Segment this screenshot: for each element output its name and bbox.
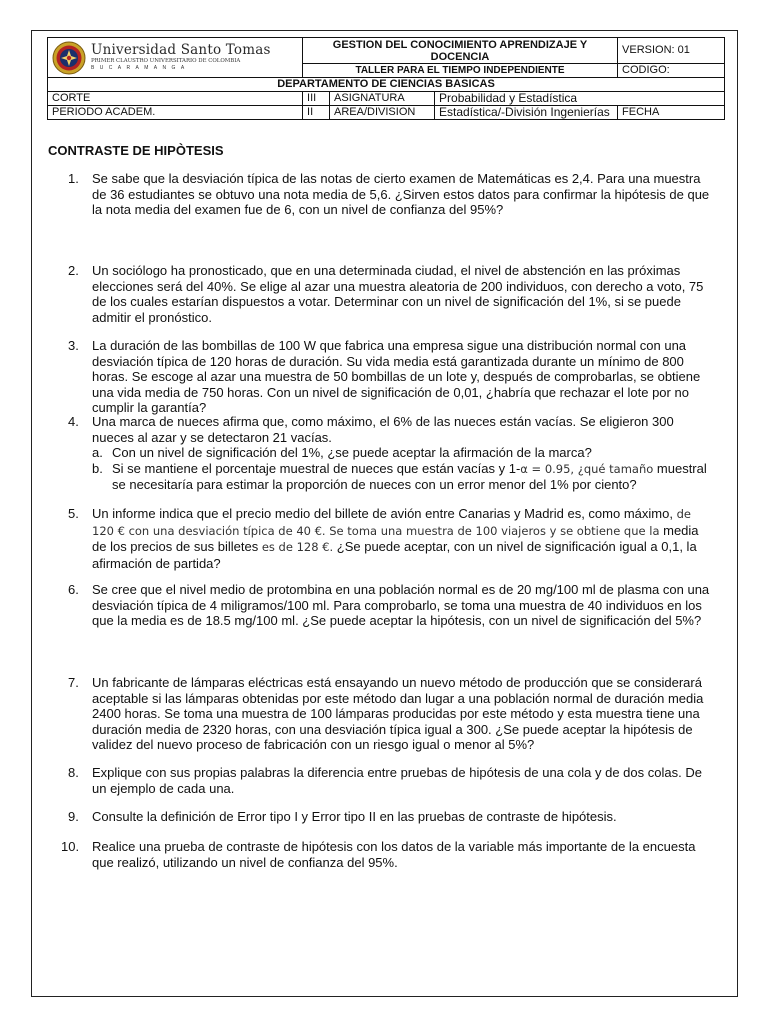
header-table	[47, 37, 725, 120]
exercise-item	[48, 414, 716, 493]
exercise-text-mid: media de los precios de sus billetes	[92, 522, 699, 555]
exercise-number: 5.	[68, 506, 79, 521]
document-title-sub: TALLER PARA EL TIEMPO INDEPENDIENTE	[303, 64, 618, 78]
exercise-item	[48, 839, 716, 870]
fecha-label: FECHA	[618, 106, 725, 120]
exercise-text: Explique con sus propias palabras la diferencia entre pruebas de hipótesis de una cola y de dos colas. De un ejemplo de cada una.	[92, 765, 702, 796]
exercise-item	[48, 506, 716, 571]
exercise-text-mono2: es de 128 €.	[261, 540, 334, 555]
exercise-number: 10.	[61, 839, 80, 854]
page-title: CONTRASTE DE HIPÒTESIS	[48, 143, 224, 158]
sub-question-list	[92, 445, 716, 493]
document-title-main: GESTION DEL CONOCIMIENTO APRENDIZAJE Y DOCENCIA	[303, 38, 618, 64]
document-page	[31, 30, 738, 997]
asignatura-label: ASIGNATURA	[330, 92, 435, 106]
exercise-item	[48, 582, 716, 629]
exercise-text: Un sociólogo ha pronosticado, que en una determinada ciudad, el nivel de abstención en las próximas elecciones será del 40%. Se elige al azar una muestra aleatoria de 200 individuos, con derecho a voto, 75 de los cuales estarían dispuestos a votar. Determinar con un nivel de significación del 1%, si se puede admitir el pronóstico.	[92, 263, 704, 325]
area-value: Estadística/-División Ingenierías	[435, 106, 618, 120]
sub-question-text: Si se mantiene el porcentaje muestral de nueces que están vacías y 1-	[112, 460, 521, 476]
exercise-text: La duración de las bombillas de 100 W que fabrica una empresa sigue una distribución normal con una desviación típica de 120 horas de duración. Su vida media está garantizada durante un mínimo de 800 horas. Se escoge al azar una muestra de 50 bombillas de un lote y, después de comprobarlas, se obtiene una vida media de 750 horas. Con un nivel de significación de 0,01, ¿habría que rechazar el lote por no cumplir la garantía?	[92, 338, 701, 416]
codigo-cell: CODIGO:	[618, 64, 725, 78]
exercise-number: 8.	[68, 765, 79, 780]
department-cell: DEPARTAMENTO DE CIENCIAS BASICAS	[48, 78, 725, 92]
area-label: AREA/DIVISION	[330, 106, 435, 120]
exercise-number: 1.	[68, 171, 79, 186]
sub-question-label: b.	[92, 460, 103, 476]
exercise-text: Un informe indica que el precio medio del billete de avión entre Canarias y Madrid es, como máximo,	[92, 506, 673, 521]
exercise-text: Un fabricante de lámparas eléctricas está ensayando un nuevo método de producción que se considerará aceptable si las lámparas obtenidas por este método dan lugar a una población normal de duración media 2400 horas. Se toma una muestra de 100 lámparas producidas por este método y esta muestra tiene una duración media de 2320 horas, con una desviación típica igual a 300. ¿Se puede aceptar la hipótesis de validez del nuevo proceso de fabricación con un riesgo igual o menor al 5%?	[92, 675, 704, 753]
exercise-text: Consulte la definición de Error tipo I y Error tipo II en las pruebas de contraste de hipótesis.	[92, 809, 617, 824]
exercise-text-post: ¿Se puede aceptar, con un nivel de significación igual a 0,1, la afirmación de partida?	[92, 539, 697, 571]
exercise-number: 7.	[68, 675, 79, 690]
university-city: BUCARAMANGA	[91, 64, 190, 71]
sub-question	[92, 445, 716, 461]
exercise-text: Una marca de nueces afirma que, como máximo, el 6% de las nueces están vacías. Se eligieron 300 nueces al azar y se detectaron 21 vacías.	[92, 414, 674, 445]
exercise-item	[48, 171, 716, 218]
university-name: Universidad Santo Tomas	[91, 42, 271, 59]
exercise-number: 4.	[68, 414, 79, 429]
exercise-item	[48, 675, 716, 753]
sub-question-text-cont: muestral se necesitaría para estimar la proporción de nueces con un error menor del 1% por ciento?	[112, 460, 707, 493]
sub-question-text: Con un nivel de significación del 1%, ¿se puede aceptar la afirmación de la marca?	[112, 445, 592, 461]
exercise-number: 2.	[68, 263, 79, 278]
university-subtitle: PRIMER CLAUSTRO UNIVERSITARIO DE COLOMBIA	[91, 57, 241, 64]
exercise-number: 9.	[68, 809, 79, 824]
corte-value: III	[303, 92, 330, 106]
corte-label: CORTE	[48, 92, 303, 106]
exercise-item	[48, 809, 716, 825]
sub-question	[92, 461, 716, 493]
university-seal-icon	[52, 41, 86, 75]
exercise-item	[48, 263, 716, 325]
periodo-value: II	[303, 106, 330, 120]
version-cell: VERSION: 01	[618, 38, 725, 64]
asignatura-value: Probabilidad y Estadística	[435, 92, 725, 106]
sub-question-formula: α = 0.95, ¿qué tamaño	[520, 461, 654, 476]
university-logo	[48, 38, 303, 78]
exercise-number: 6.	[68, 582, 79, 597]
exercise-number: 3.	[68, 338, 79, 353]
exercise-text: Se sabe que la desviación típica de las notas de cierto examen de Matemáticas es 2,4. Para una muestra de 36 estudiantes se obtuvo una nota media de 5,6. ¿Sirven estos datos para confirmar la hipótesis de que la nota media del examen fue de 6, con un nivel de confianza del 95%?	[92, 171, 710, 218]
exercise-item	[48, 338, 716, 416]
periodo-label: PERIODO ACADEM.	[48, 106, 303, 120]
exercise-item	[48, 765, 716, 796]
exercise-text: Realice una prueba de contraste de hipótesis con los datos de la variable más importante de la encuesta que realizó, utilizando un nivel de confianza del 95%.	[92, 839, 696, 870]
exercise-text: Se cree que el nivel medio de protombina en una población normal es de 20 mg/100 ml de plasma con una desviación típica de 4 miligramos/100 ml. Para comprobarlo, se toma una muestra de 40 individuos en los que la media es de 18.5 mg/100 ml. ¿Se puede aceptar la hipótesis, con un nivel de significación del 5%?	[92, 582, 710, 629]
exercise-text-mono: de 120 € con una desviación típica de 40 €. Se toma una muestra de 100 viajeros y se obtiene que la	[92, 507, 691, 538]
sub-question-label: a.	[92, 445, 103, 461]
